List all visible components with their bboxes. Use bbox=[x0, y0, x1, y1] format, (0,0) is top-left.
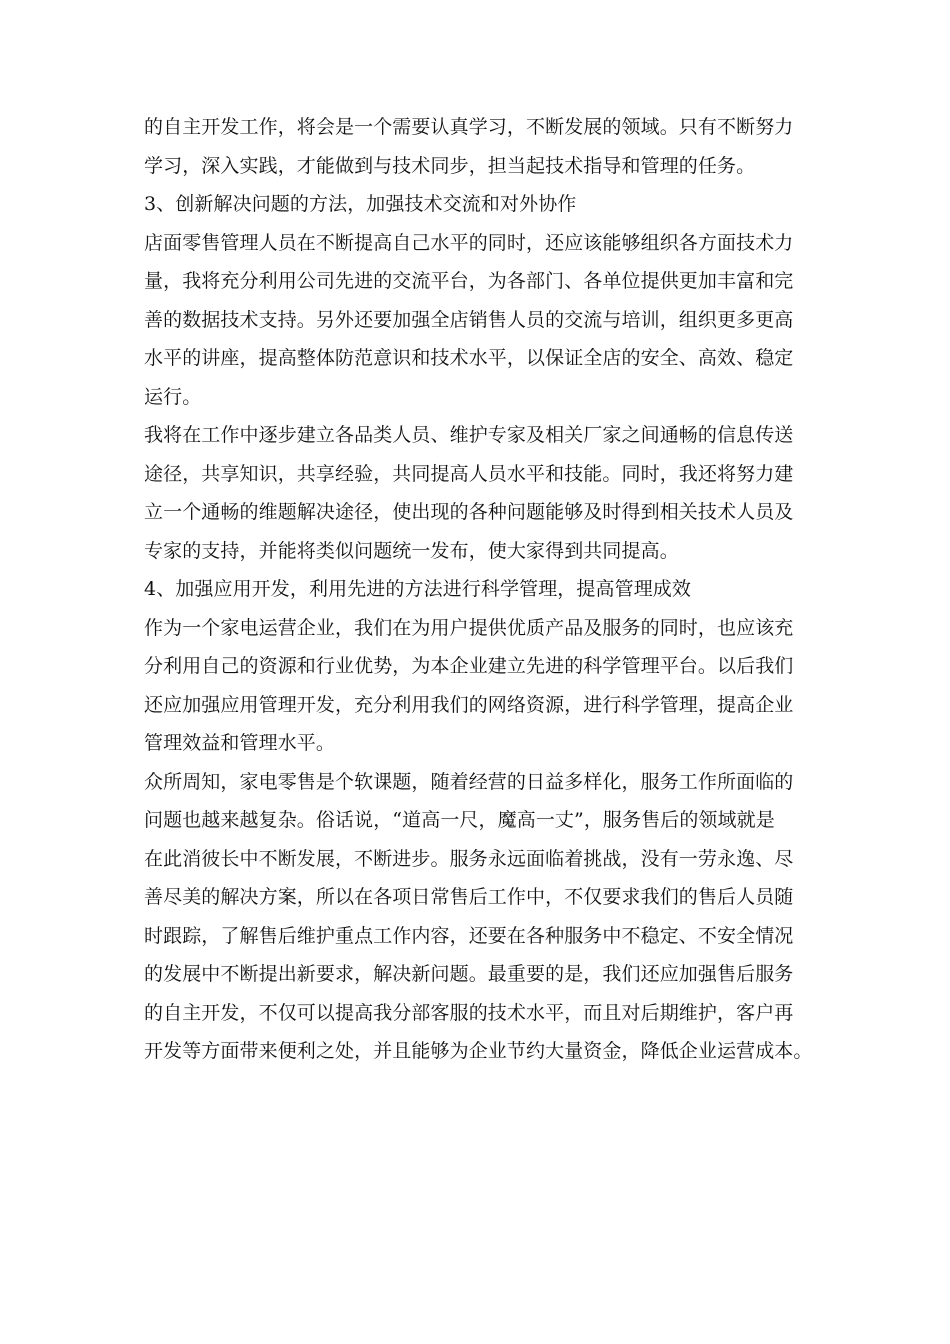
text-line: 途径，共享知识，共享经验，共同提高人员水平和技能。同时，我还将努力建 bbox=[144, 462, 794, 485]
text-line: 分利用自己的资源和行业优势，为本企业建立先进的科学管理平台。以后我们 bbox=[144, 655, 794, 677]
text-line: 的自主开发工作，将会是一个需要认真学习，不断发展的领域。只有不断努力 bbox=[144, 116, 794, 138]
text-line: 管理效益和管理水平。 bbox=[144, 732, 336, 754]
text-line: 时跟踪，了解售后维护重点工作内容，还要在各种服务中不稳定、不安全情况 bbox=[144, 924, 794, 947]
section-heading: 4、加强应用开发，利用先进的方法进行科学管理，提高管理成效 bbox=[144, 578, 691, 600]
text-line: 量，我将充分利用公司先进的交流平台，为各部门、各单位提供更加丰富和完 bbox=[144, 270, 794, 292]
text-line: 我将在工作中逐步建立各品类人员、维护专家及相关厂家之间通畅的信息传送 bbox=[144, 424, 794, 446]
document-body bbox=[144, 108, 824, 1071]
text-line: 运行。 bbox=[144, 385, 202, 408]
text-line: 店面零售管理人员在不断提高自己水平的同时，还应该能够组织各方面技术力 bbox=[144, 231, 794, 254]
text-line: 立一个通畅的维题解决途径，使出现的各种问题能够及时得到相关技术人员及 bbox=[144, 501, 794, 523]
text-line: 的自主开发，不仅可以提高我分部客服的技术水平，而且对后期维护，客户再 bbox=[144, 1001, 794, 1024]
text-line: 在此消彼长中不断发展，不断进步。服务永远面临着挑战，没有一劳永逸、尽 bbox=[144, 847, 794, 870]
text-line: 善的数据技术支持。另外还要加强全店销售人员的交流与培训，组织更多更高 bbox=[144, 308, 794, 331]
text-line: 学习，深入实践，才能做到与技术同步，担当起技术指导和管理的任务。 bbox=[144, 154, 756, 177]
text-line: 专家的支持，并能将类似问题统一发布，使大家得到共同提高。 bbox=[144, 539, 679, 562]
text-line: 众所周知，家电零售是个软课题，随着经营的日益多样化，服务工作所面临的 bbox=[144, 770, 794, 793]
text-line: 善尽美的解决方案，所以在各项日常售后工作中，不仅要求我们的售后人员随 bbox=[144, 886, 794, 908]
section-heading: 3、创新解决问题的方法，加强技术交流和对外协作 bbox=[144, 193, 577, 215]
text-line: 的发展中不断提出新要求，解决新问题。最重要的是，我们还应加强售后服务 bbox=[144, 963, 794, 985]
text-line: 问题也越来越复杂。俗话说，“道高一尺，魔高一丈”，服务售后的领域就是 bbox=[144, 809, 775, 831]
text-line: 作为一个家电运营企业，我们在为用户提供优质产品及服务的同时，也应该充 bbox=[144, 616, 794, 639]
text-line: 还应加强应用管理开发，充分利用我们的网络资源，进行科学管理，提高企业 bbox=[144, 693, 794, 716]
text-line: 水平的讲座，提高整体防范意识和技术水平，以保证全店的安全、高效、稳定 bbox=[144, 347, 794, 369]
text-line: 开发等方面带来便利之处，并且能够为企业节约大量资金，降低企业运营成本。 bbox=[144, 1040, 813, 1062]
